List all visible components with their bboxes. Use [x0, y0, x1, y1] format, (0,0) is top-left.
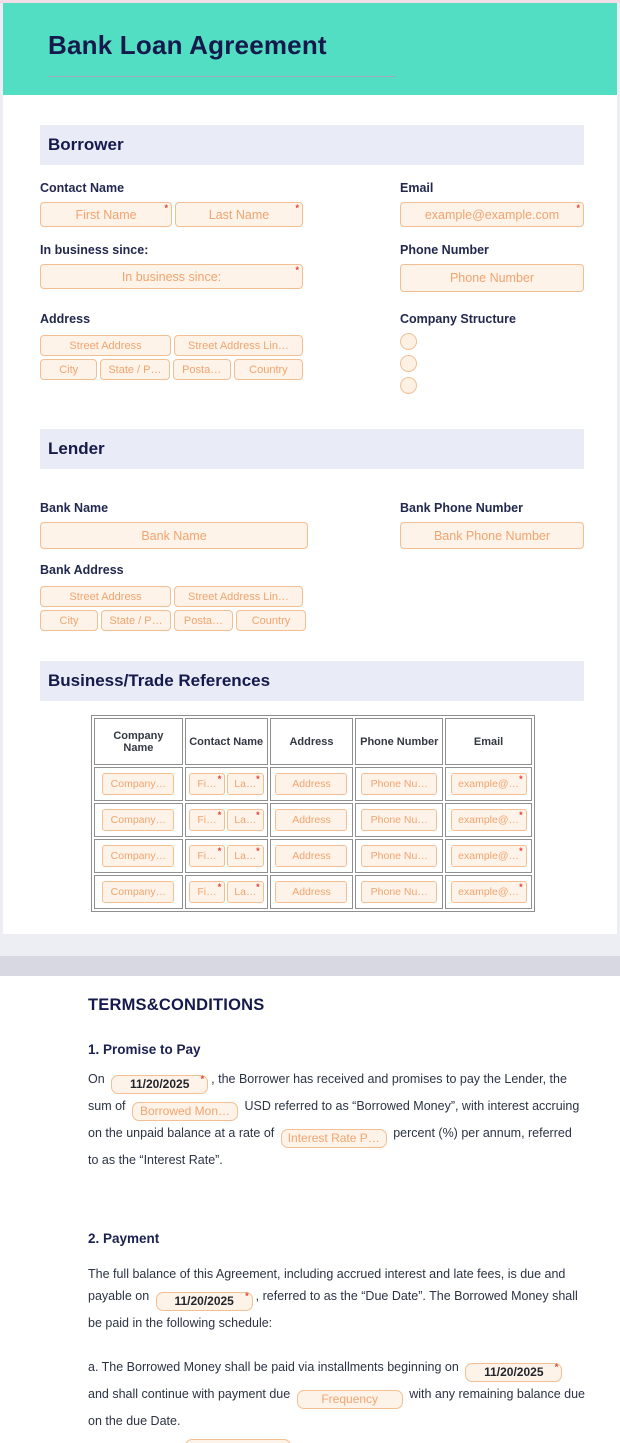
ref-address-input[interactable] — [275, 773, 347, 795]
bank-postal-field-wrap — [174, 610, 233, 631]
table-row — [94, 875, 532, 909]
ref-address-input[interactable] — [275, 809, 347, 831]
borrowed-money-field-wrap — [132, 1100, 238, 1122]
required-asterisk: * — [201, 1075, 205, 1084]
clause-1-paragraph: On 11/20/2025 * , the Borrower has received and promises to pay the Lender, the sum of Borrowed Mon… USD referred to as “Borrowed Money”, with interest accruing on the unpaid balance at a rate of Interest Rate P… percent (%) per annum, referred to as the “Interest Rate”. — [88, 1068, 585, 1171]
column-header-email: Email — [445, 718, 532, 765]
bank-country-field-wrap — [236, 610, 306, 631]
ref-company-input[interactable] — [102, 809, 174, 831]
postal-field-wrap — [173, 359, 231, 380]
required-asterisk: * — [164, 204, 168, 213]
required-asterisk: * — [519, 811, 523, 820]
ref-email-input[interactable] — [451, 809, 527, 831]
required-asterisk: * — [576, 204, 580, 213]
ref-email-input[interactable] — [451, 845, 527, 867]
ref-first-input[interactable] — [189, 773, 225, 795]
bank-state-input[interactable] — [101, 610, 171, 631]
street-field-wrap — [40, 335, 171, 356]
clause-2-heading: 2. Payment — [88, 1231, 585, 1246]
bank-country-input[interactable] — [236, 610, 306, 631]
required-asterisk: * — [256, 775, 260, 784]
required-asterisk: * — [218, 775, 222, 784]
bank-street-address-input[interactable] — [40, 586, 171, 607]
interest-rate-input[interactable] — [281, 1129, 387, 1148]
business-since-label: In business since: — [40, 243, 303, 257]
bank-name-label: Bank Name — [40, 501, 308, 515]
clause-2-paragraph: The full balance of this Agreement, including accrued interest and late fees, is due and payable on 11/20/2025 * , referred to as the “Due Date”. The Borrowed Money shall be paid in the following schedule: — [88, 1263, 585, 1334]
city-input[interactable] — [40, 359, 97, 380]
company-structure-radio-3[interactable] — [400, 377, 417, 394]
email-label: Email — [400, 181, 584, 195]
bank-city-field-wrap — [40, 610, 98, 631]
bank-street-address-2-input[interactable] — [174, 586, 303, 607]
bank-name-field-wrap — [40, 522, 308, 549]
table-row — [94, 803, 532, 837]
partial-next-field — [185, 1434, 295, 1443]
table-row — [94, 767, 532, 801]
state-input[interactable] — [100, 359, 169, 380]
street-address-2-input[interactable] — [174, 335, 303, 356]
last-name-input[interactable] — [175, 202, 303, 227]
required-asterisk: * — [555, 1363, 559, 1372]
bank-phone-label: Bank Phone Number — [400, 501, 584, 515]
bank-address-label: Bank Address — [40, 563, 584, 577]
ref-email-input[interactable] — [451, 881, 527, 903]
email-input[interactable] — [400, 202, 584, 227]
street-address-input[interactable] — [40, 335, 171, 356]
section-label: Business/Trade References — [48, 671, 270, 690]
bank-phone-field-wrap — [400, 522, 584, 549]
ref-phone-input[interactable] — [361, 773, 437, 795]
bank-street-field-wrap — [40, 586, 171, 607]
clause-2a-paragraph: a. The Borrowed Money shall be paid via installments beginning on 11/20/2025 * and shall continue with payment due Frequency with any remaining balance due on the due Date. — [88, 1356, 585, 1432]
phone-field-wrap — [400, 264, 584, 292]
required-asterisk: * — [218, 847, 222, 856]
required-asterisk: * — [245, 1292, 249, 1301]
business-since-field-wrap — [40, 264, 303, 289]
company-structure-radio-1[interactable] — [400, 333, 417, 350]
required-asterisk: * — [218, 883, 222, 892]
title-underline — [48, 76, 396, 77]
promise-date-input[interactable] — [111, 1075, 208, 1094]
form-page-1 — [3, 3, 617, 934]
required-asterisk: * — [256, 811, 260, 820]
ref-last-input[interactable] — [227, 845, 263, 867]
ref-phone-input[interactable] — [361, 845, 437, 867]
installment-begin-date-field-wrap — [465, 1361, 562, 1383]
ref-first-input[interactable] — [189, 845, 225, 867]
ref-company-input[interactable] — [102, 881, 174, 903]
contact-name-label: Contact Name — [40, 181, 303, 195]
country-field-wrap — [234, 359, 303, 380]
due-date-input[interactable] — [156, 1292, 253, 1311]
section-header-lender — [40, 429, 584, 469]
ref-address-input[interactable] — [275, 881, 347, 903]
required-asterisk: * — [256, 883, 260, 892]
table-row — [94, 839, 532, 873]
postal-input[interactable] — [173, 359, 231, 380]
required-asterisk: * — [519, 847, 523, 856]
section-label: Borrower — [48, 135, 124, 154]
terms-heading: TERMS&CONDITIONS — [88, 996, 585, 1015]
interest-rate-field-wrap — [281, 1127, 387, 1149]
state-field-wrap — [100, 359, 169, 380]
partial-input[interactable] — [185, 1439, 291, 1443]
ref-phone-input[interactable] — [361, 881, 437, 903]
column-header-address: Address — [270, 718, 354, 765]
bank-state-field-wrap — [101, 610, 171, 631]
form-page-2 — [0, 976, 620, 1443]
ref-email-input[interactable] — [451, 773, 527, 795]
due-date-field-wrap — [156, 1290, 253, 1312]
page-title: Bank Loan Agreement — [48, 30, 617, 61]
ref-first-input[interactable] — [189, 809, 225, 831]
required-asterisk: * — [256, 847, 260, 856]
required-asterisk: * — [295, 204, 299, 213]
column-header-company: Company Name — [94, 718, 183, 765]
first-name-input[interactable] — [40, 202, 172, 227]
ref-address-input[interactable] — [275, 845, 347, 867]
bank-street2-field-wrap — [174, 586, 303, 607]
email-field-wrap — [400, 202, 584, 227]
phone-label: Phone Number — [400, 243, 584, 257]
column-header-phone: Phone Number — [355, 718, 443, 765]
address-label: Address — [40, 312, 303, 326]
ref-phone-input[interactable] — [361, 809, 437, 831]
ref-last-input[interactable] — [227, 809, 263, 831]
installment-begin-date-input[interactable] — [465, 1363, 562, 1382]
ref-company-input[interactable] — [102, 773, 174, 795]
column-header-contact: Contact Name — [185, 718, 268, 765]
frequency-input[interactable] — [297, 1390, 403, 1409]
references-header-row — [94, 718, 532, 765]
company-structure-radio-2[interactable] — [400, 355, 417, 372]
bank-phone-input[interactable] — [400, 522, 584, 549]
company-structure-label: Company Structure — [400, 312, 584, 326]
ref-company-input[interactable] — [102, 845, 174, 867]
frequency-field-wrap — [297, 1388, 403, 1410]
bank-name-input[interactable] — [40, 522, 308, 549]
promise-date-field-wrap — [111, 1073, 208, 1095]
references-table — [91, 715, 535, 912]
partial-field-wrap — [185, 1439, 291, 1443]
city-field-wrap — [40, 359, 97, 380]
form-header — [3, 3, 617, 95]
section-label: Lender — [48, 439, 105, 458]
clause-1-heading: 1. Promise to Pay — [88, 1042, 585, 1057]
page-break — [0, 956, 620, 976]
last-name-field-wrap — [175, 202, 303, 227]
bank-city-input[interactable] — [40, 610, 98, 631]
ref-last-input[interactable] — [227, 881, 263, 903]
required-asterisk: * — [218, 811, 222, 820]
ref-last-input[interactable] — [227, 773, 263, 795]
section-header-borrower — [40, 125, 584, 165]
first-name-field-wrap — [40, 202, 172, 227]
business-since-input[interactable] — [40, 264, 303, 289]
borrowed-money-input[interactable] — [132, 1102, 238, 1121]
country-input[interactable] — [234, 359, 303, 380]
required-asterisk: * — [519, 883, 523, 892]
ref-first-input[interactable] — [189, 881, 225, 903]
bank-postal-input[interactable] — [174, 610, 233, 631]
required-asterisk: * — [295, 266, 299, 275]
required-asterisk: * — [519, 775, 523, 784]
street2-field-wrap — [174, 335, 303, 356]
phone-input[interactable] — [400, 264, 584, 292]
section-header-references — [40, 661, 584, 701]
